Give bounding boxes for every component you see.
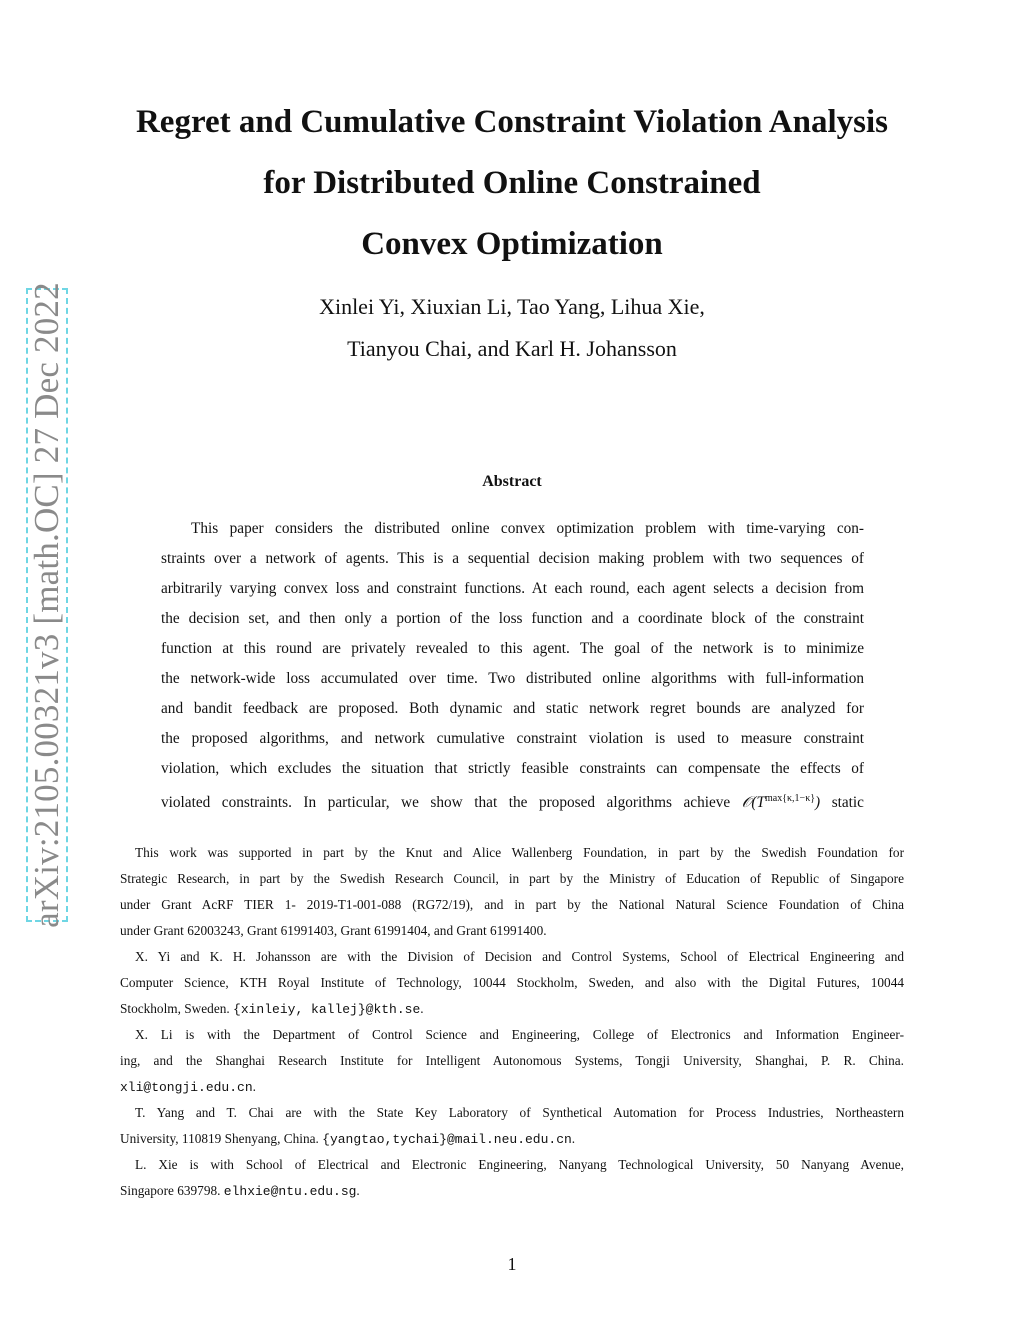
abstract-last-line <box>161 784 864 814</box>
footnote-line: under Grant AcRF TIER 1- 2019-T1-001-088 (RG72/19), and in part by the National Natural Science Foundation of China <box>120 897 904 912</box>
email-yang-chai[interactable]: {yangtao,tychai}@mail.neu.edu.cn <box>322 1132 572 1147</box>
footnote-line: under Grant 62003243, Grant 61991403, Grant 61991404, and Grant 61991400. <box>120 923 547 938</box>
affiliation-li <box>120 1022 904 1100</box>
title-line-3: Convex Optimization <box>361 226 663 262</box>
affiliation-yi-johansson <box>120 944 904 1022</box>
page-number: 1 <box>507 1254 517 1274</box>
footnote-line: xli@tongji.edu.cn. <box>120 1079 256 1095</box>
authors-line-1: Xinlei Yi, Xiuxian Li, Tao Yang, Lihua Xie, <box>319 294 705 319</box>
abstract-last-line-suffix: static <box>831 794 864 812</box>
authors-line-2: Tianyou Chai, and Karl H. Johansson <box>347 336 677 361</box>
footnote-line: L. Xie is with School of Electrical and Electronic Engineering, Nanyang Technological University, 50 Nanyang Avenue, <box>135 1157 904 1172</box>
abstract-body <box>161 514 864 814</box>
footnote-text: Singapore 639798. <box>120 1183 221 1198</box>
funding-footnote <box>120 840 904 944</box>
abstract-line: This paper considers the distributed online convex optimization problem with time-varying con- <box>191 520 864 537</box>
formula-base: 𝒪(T <box>741 794 765 812</box>
email-xie[interactable]: elhxie@ntu.edu.sg <box>223 1184 357 1199</box>
email-li[interactable]: xli@tongji.edu.cn <box>120 1080 253 1095</box>
footnote-line: X. Li is with the Department of Control Science and Engineering, College of Electronics and Information Engineer- <box>135 1027 904 1042</box>
abstract-heading: Abstract <box>482 473 542 490</box>
formula-close: ) <box>815 794 821 812</box>
footnote-line: This work was supported in part by the Knut and Alice Wallenberg Foundation, in part by the Swedish Foundation for <box>135 845 904 860</box>
footnote-line: T. Yang and T. Chai are with the State Key Laboratory of Synthetical Automation for Process Industries, Northeastern <box>135 1105 904 1120</box>
footnote-line: Singapore 639798. elhxie@ntu.edu.sg. <box>120 1183 360 1199</box>
abstract-line: straints over a network of agents. This is a sequential decision making problem with two sequences of <box>161 550 864 567</box>
author-list <box>100 286 924 370</box>
footnote-text: Stockholm, Sweden. <box>120 1001 230 1016</box>
abstract-line: function at this round are privately revealed to this agent. The goal of the network is to minimize <box>161 640 864 657</box>
abstract-line: violation, which excludes the situation that strictly feasible constraints can compensate the effects of <box>161 760 864 777</box>
title-line-1: Regret and Cumulative Constraint Violation Analysis <box>135 104 889 140</box>
footnotes <box>120 840 904 1204</box>
abstract-line: arbitrarily varying convex loss and constraint functions. At each round, each agent selects a decision from <box>161 580 864 597</box>
arxiv-identifier: arXiv:2105.00321v3 [math.OC] 27 Dec 2022 <box>27 282 66 928</box>
footnote-line: X. Yi and K. H. Johansson are with the Division of Decision and Control Systems, School of Electrical Engineering and <box>135 949 904 964</box>
abstract-line: and bandit feedback are proposed. Both dynamic and static network regret bounds are analyzed for <box>161 700 864 717</box>
affiliation-xie <box>120 1152 904 1204</box>
abstract-last-line-text: violated constraints. In particular, we show that the proposed algorithms achieve <box>161 794 731 812</box>
footnote-text: University, 110819 Shenyang, China. <box>120 1131 319 1146</box>
footnote-line: ing, and the Shanghai Research Institute for Intelligent Autonomous Systems, Tongji University, Shanghai, P. R. China. <box>120 1053 904 1068</box>
footnote-line: Computer Science, KTH Royal Institute of Technology, 10044 Stockholm, Sweden, and also with the Digital Futures, 10044 <box>120 975 904 990</box>
regret-bound-formula <box>742 794 820 811</box>
abstract-line: the decision set, and then only a portion of the loss function and a coordinate block of the constraint <box>161 610 864 627</box>
paper-title <box>100 92 924 275</box>
footnote-line: Strategic Research, in part by the Swedish Research Council, in part by the Ministry of Education of Republic of Singapore <box>120 871 904 886</box>
formula-exponent: max{κ,1−κ} <box>765 793 816 804</box>
abstract-line: the network-wide loss accumulated over time. Two distributed online algorithms with full-information <box>161 670 864 687</box>
footnote-line: Stockholm, Sweden. {xinleiy, kallej}@kth.se. <box>120 1001 424 1017</box>
abstract-line: the proposed algorithms, and network cumulative constraint violation is used to measure constraint <box>161 730 864 747</box>
affiliation-yang-chai <box>120 1100 904 1152</box>
email-yi-johansson[interactable]: {xinleiy, kallej}@kth.se <box>233 1002 421 1017</box>
footnote-line: University, 110819 Shenyang, China. {yangtao,tychai}@mail.neu.edu.cn. <box>120 1131 576 1147</box>
title-line-2: for Distributed Online Constrained <box>263 165 761 201</box>
